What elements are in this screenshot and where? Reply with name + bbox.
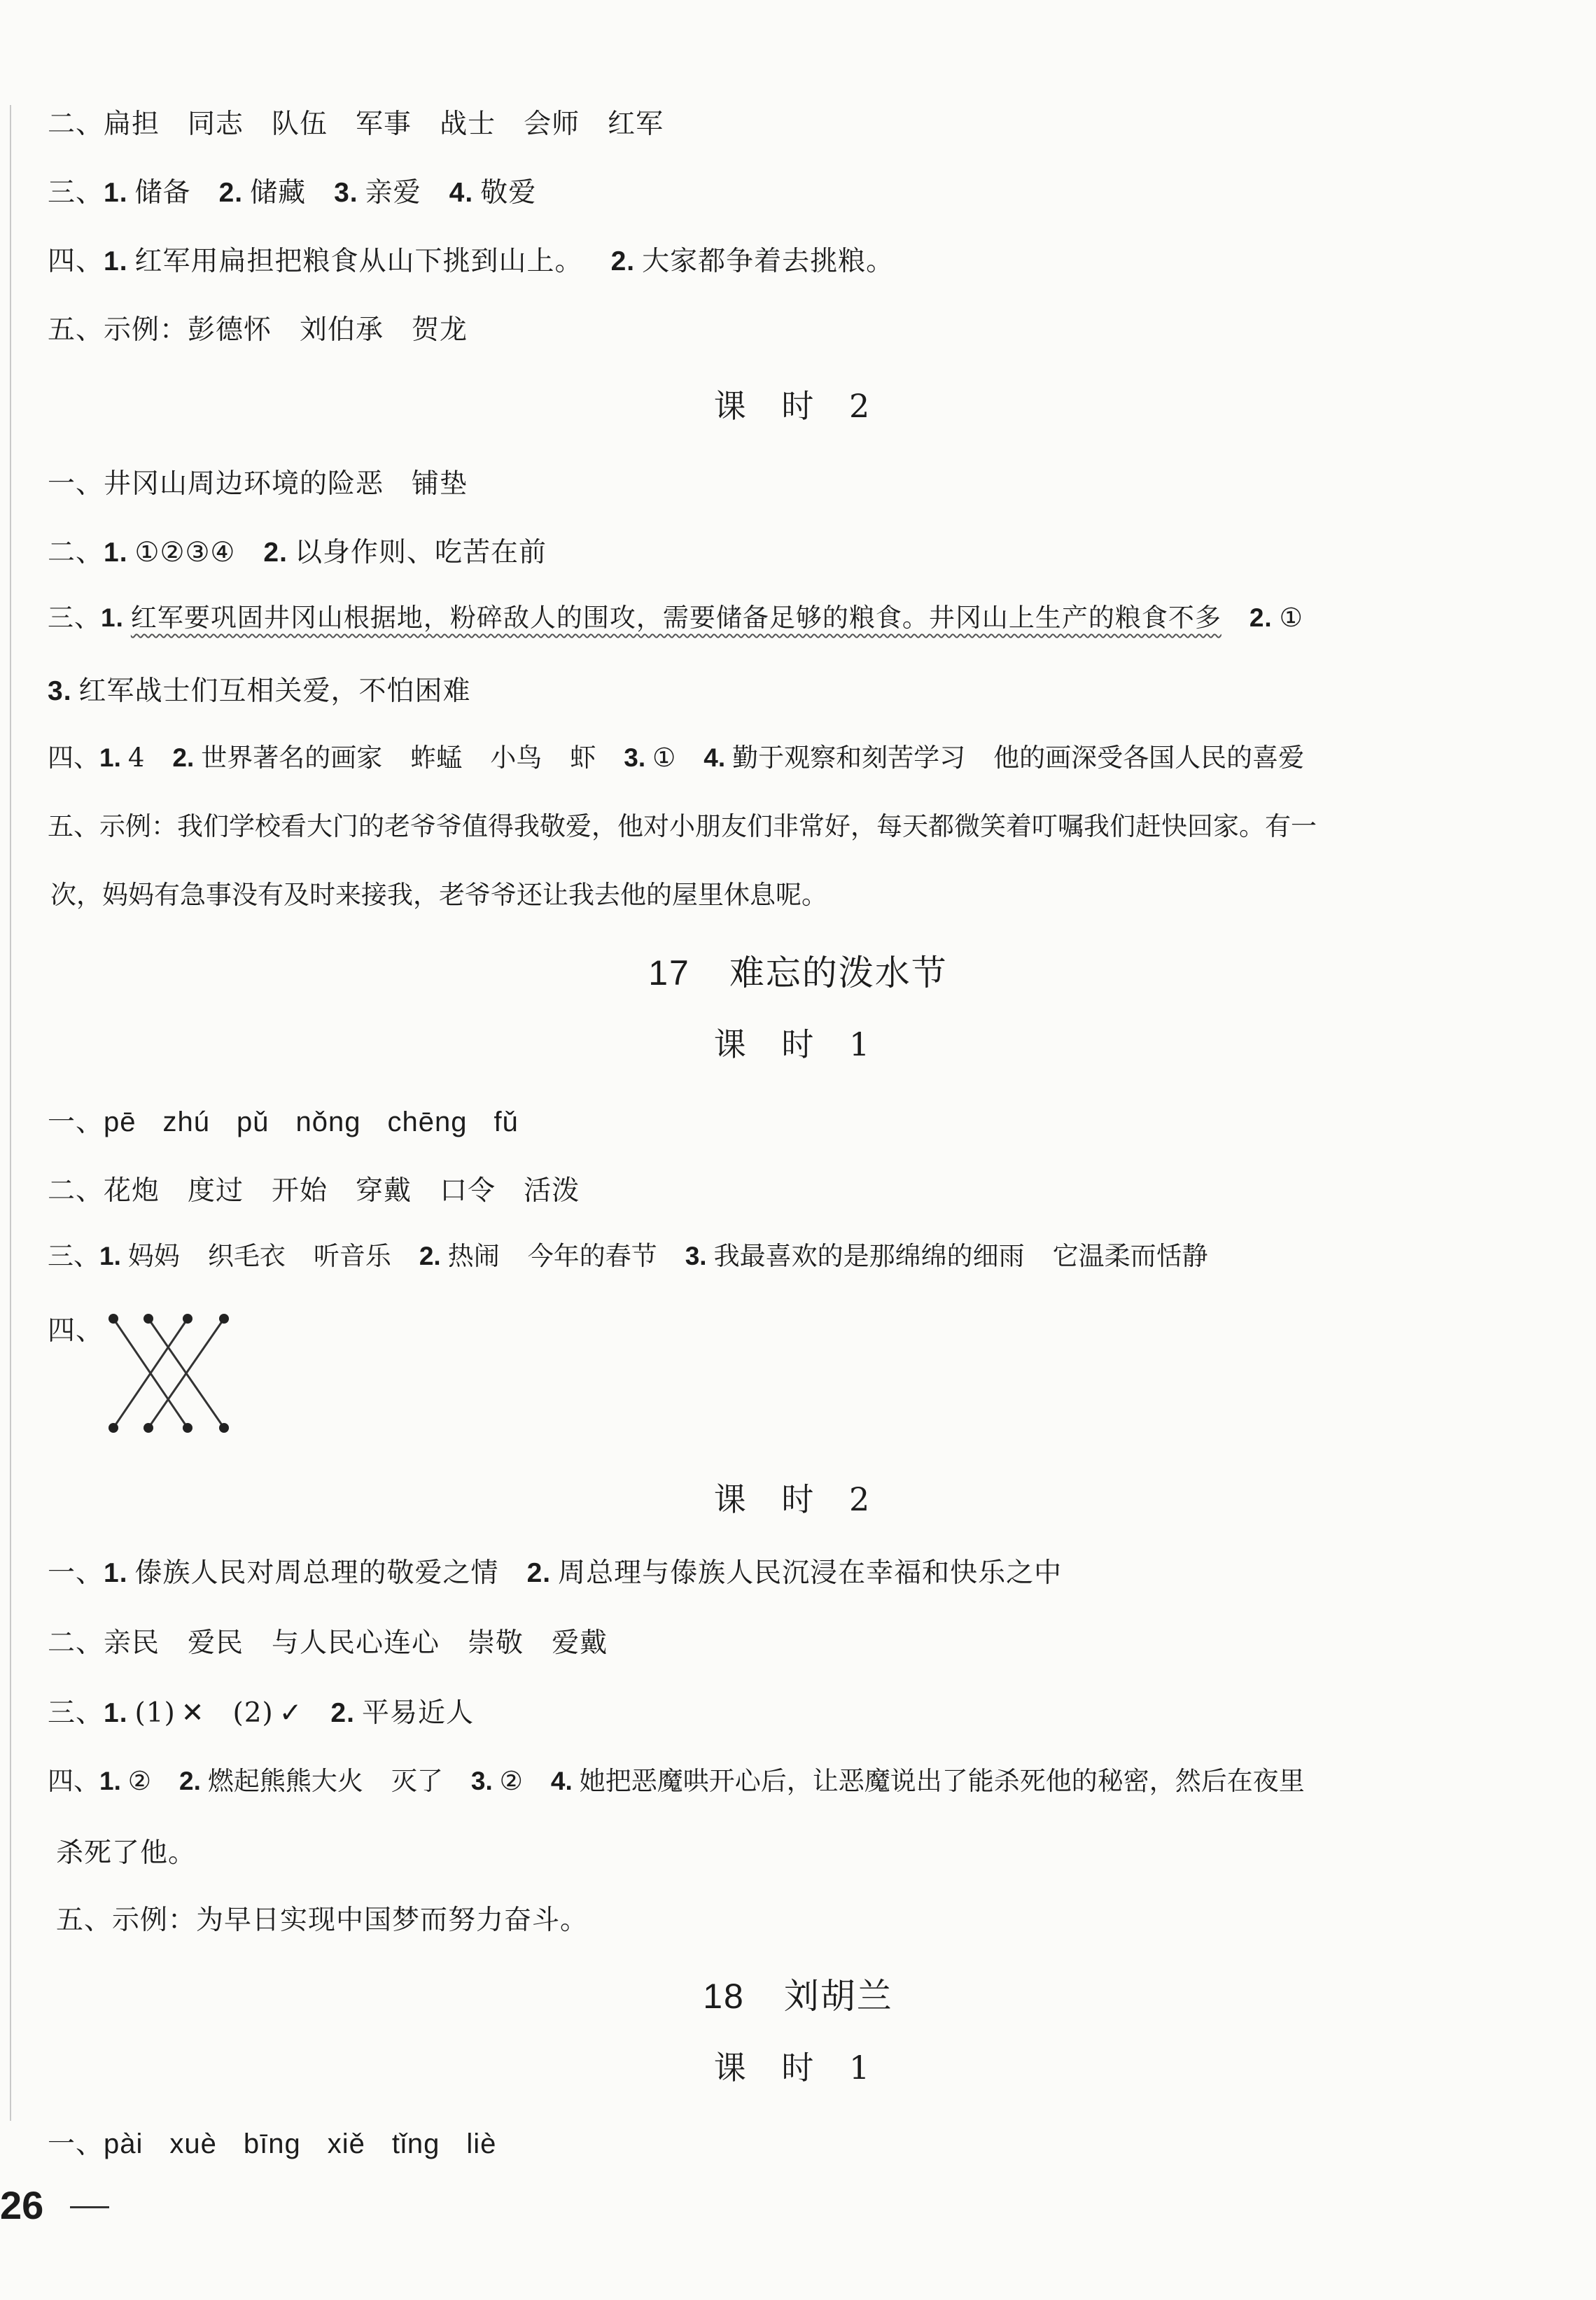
answer-text: 虾 bbox=[570, 743, 596, 773]
pinyin-text: xuè bbox=[169, 2129, 217, 2159]
answer-line-wu: 五、示例：我们学校看大门的老爷爷值得我敬爱，他对小朋友们非常好，每天都微笑着叮嘱我们赶快回家。有一 bbox=[48, 811, 1317, 841]
pinyin-text: nǒng bbox=[295, 1107, 361, 1137]
underlined-answer: 红军要巩固井冈山根据地，粉碎敌人的围攻，需要储备足够的粮食。井冈山上生产的粮食不多 bbox=[130, 603, 1222, 633]
answer-line-si bbox=[48, 1760, 1305, 1797]
item-number: 4. bbox=[550, 1767, 573, 1795]
item-number: 3. bbox=[624, 743, 646, 772]
answer-line-continued: 次，妈妈有急事没有及时来接我，老爷爷还让我去他的屋里休息呢。 bbox=[50, 880, 827, 910]
item-number: 1. bbox=[99, 1767, 121, 1795]
item-number: 2. bbox=[179, 1767, 201, 1795]
section-label: 一、 bbox=[48, 1557, 104, 1589]
pinyin-text: pǔ bbox=[237, 1107, 270, 1137]
pinyin-text: zhú bbox=[162, 1107, 211, 1137]
lesson-name: 刘胡兰 bbox=[783, 1977, 893, 2016]
answer-line-yi bbox=[48, 1100, 519, 1140]
answer-text: 4 bbox=[127, 743, 145, 773]
answer-text: 他的画深受各国人民的喜爱 bbox=[993, 743, 1305, 773]
item-number: 3. bbox=[334, 178, 358, 208]
answer-line-er bbox=[48, 531, 547, 570]
answer-text: 二、花炮 bbox=[48, 1175, 160, 1207]
answer-text: 蚱蜢 bbox=[410, 743, 463, 773]
lesson-heading: 课 时 2 bbox=[713, 387, 883, 425]
answer-text: 我最喜欢的是那绵绵的细雨 bbox=[713, 1241, 1025, 1271]
match-dot bbox=[219, 1314, 229, 1324]
section-label: 一、 bbox=[48, 2129, 104, 2160]
section-label: 三、 bbox=[48, 177, 104, 209]
item-number: 1. bbox=[104, 1558, 128, 1588]
pinyin-text: liè bbox=[466, 2129, 497, 2159]
answer-text: 大家都争着去挑粮。 bbox=[642, 246, 895, 277]
answer-line-wu bbox=[48, 308, 468, 347]
match-dot bbox=[108, 1314, 118, 1324]
section-label: 四、 bbox=[48, 246, 104, 277]
match-dot bbox=[183, 1314, 192, 1324]
item-number: 2. bbox=[526, 1558, 552, 1588]
item-number: 1. bbox=[104, 246, 128, 276]
pinyin-text: pē bbox=[104, 1107, 136, 1137]
pinyin-answers bbox=[104, 1107, 519, 1137]
answer-text: 战士 bbox=[440, 108, 496, 140]
item-number: 3. bbox=[48, 676, 72, 706]
answer-text: 穿戴 bbox=[356, 1175, 412, 1207]
answer-text: 今年的春节 bbox=[527, 1241, 657, 1271]
item-number: 3. bbox=[685, 1242, 707, 1270]
section-label: 三、 bbox=[48, 1241, 99, 1271]
answer-line-san bbox=[48, 1235, 1208, 1272]
page-number: 26 bbox=[0, 2183, 44, 2227]
item-number: 2. bbox=[1249, 603, 1273, 632]
section-label: 一、 bbox=[48, 1107, 104, 1138]
item-number: 2. bbox=[172, 743, 195, 772]
item-number: 2. bbox=[610, 246, 636, 276]
match-dot bbox=[144, 1314, 153, 1324]
matching-lines-diagram bbox=[105, 1310, 238, 1436]
answer-text: 队伍 bbox=[272, 108, 328, 140]
answer-text: 与人民心连心 bbox=[272, 1627, 440, 1659]
answer-text: 听音乐 bbox=[313, 1241, 391, 1271]
item-number: 2. bbox=[218, 178, 244, 208]
match-dot bbox=[144, 1423, 153, 1433]
answer-text: 傣族人民对周总理的敬爱之情 bbox=[134, 1557, 499, 1589]
answer-text: 以身作则、吃苦在前 bbox=[294, 537, 547, 568]
pinyin-text: xiě bbox=[327, 2129, 365, 2159]
answer-text: 敬爱 bbox=[480, 177, 537, 209]
lesson-title bbox=[0, 945, 1596, 995]
check-mark: ✓ bbox=[279, 1697, 303, 1729]
answer-line-si: 四、 bbox=[48, 1315, 104, 1347]
answer-text: 五、示例：彭德怀 bbox=[48, 314, 272, 346]
section-label: 四、 bbox=[48, 743, 99, 773]
answer-text: 军事 bbox=[356, 108, 412, 140]
answer-text: 口令 bbox=[440, 1175, 496, 1207]
item-number: 1. bbox=[104, 178, 128, 208]
answer-line-yi bbox=[48, 462, 468, 501]
answer-text: 小鸟 bbox=[490, 743, 542, 773]
answer-text: 会师 bbox=[524, 108, 580, 140]
answer-text: 亲爱 bbox=[365, 177, 421, 209]
answer-line-san bbox=[48, 171, 536, 210]
answer-text: 周总理与傣族人民沉浸在幸福和快乐之中 bbox=[558, 1557, 1063, 1589]
pinyin-text: fǔ bbox=[493, 1107, 519, 1137]
lesson-heading: 课 时 1 bbox=[713, 2049, 883, 2087]
answer-text: 燃起熊熊大火 bbox=[207, 1766, 363, 1796]
pinyin-text: pài bbox=[104, 2129, 144, 2159]
answer-line-wu: 五、示例：为早日实现中国梦而努力奋斗。 bbox=[56, 1905, 589, 1936]
item-number: 1. bbox=[99, 743, 121, 772]
answer-text: 灭了 bbox=[391, 1766, 443, 1796]
item-number: 1. bbox=[104, 1698, 128, 1728]
answer-text: 二、扁担 bbox=[48, 108, 160, 140]
item-number: 2. bbox=[419, 1242, 441, 1270]
answer-text: 同志 bbox=[188, 108, 244, 140]
answer-text: 铺垫 bbox=[412, 468, 468, 500]
answer-text: 勤于观察和刻苦学习 bbox=[732, 743, 966, 773]
answer-line-er bbox=[48, 1169, 580, 1208]
section-label: 三、 bbox=[48, 603, 101, 633]
answer-text: 世界著名的画家 bbox=[201, 743, 383, 773]
answer-text: ① bbox=[1279, 603, 1303, 633]
answer-line-si bbox=[48, 239, 894, 279]
section-label: 三、 bbox=[48, 1697, 104, 1729]
match-dot bbox=[219, 1423, 229, 1433]
item-number: 1. bbox=[104, 538, 128, 568]
answer-text: 织毛衣 bbox=[207, 1241, 286, 1271]
answer-text: 红军战士们互相关爱，不怕困难 bbox=[78, 675, 471, 707]
answer-text: 刘伯承 bbox=[300, 314, 384, 346]
lesson-number: 17 bbox=[648, 953, 690, 993]
answer-line-san bbox=[48, 1691, 474, 1730]
pinyin-text: tǐng bbox=[391, 2129, 440, 2159]
answer-text: (2) bbox=[232, 1697, 274, 1729]
answer-text: 二、亲民 bbox=[48, 1627, 160, 1659]
answer-line-continued bbox=[48, 669, 471, 708]
answer-text: 活泼 bbox=[524, 1175, 580, 1207]
item-number: 1. bbox=[99, 1242, 121, 1270]
answer-text: 红军用扁担把粮食从山下挑到山上。 bbox=[134, 246, 583, 277]
answer-line-si bbox=[48, 736, 1304, 774]
section-label: 二、 bbox=[48, 537, 104, 568]
lesson-number: 18 bbox=[703, 1977, 745, 2016]
answer-text: 贺龙 bbox=[412, 314, 468, 346]
lesson-title bbox=[0, 1968, 1596, 2019]
answer-line-san bbox=[48, 596, 1303, 634]
answer-text: 度过 bbox=[188, 1175, 244, 1207]
answer-text: (1) bbox=[134, 1697, 176, 1729]
page-number-rule bbox=[70, 2206, 109, 2208]
answer-text: 储备 bbox=[134, 177, 191, 209]
answer-text: 爱戴 bbox=[552, 1627, 608, 1659]
answer-line-er bbox=[48, 1621, 608, 1660]
answer-text: 一、井冈山周边环境的险恶 bbox=[48, 468, 384, 500]
answer-text: ① bbox=[652, 743, 676, 773]
item-number: 2. bbox=[263, 538, 288, 568]
pinyin-answers bbox=[104, 2129, 496, 2159]
match-dot bbox=[108, 1423, 118, 1433]
pinyin-text: chēng bbox=[387, 1107, 468, 1137]
cross-mark: ✕ bbox=[181, 1697, 205, 1729]
answer-text: 开始 bbox=[272, 1175, 328, 1207]
answer-text: 红军 bbox=[608, 108, 664, 140]
answer-text: 崇敬 bbox=[468, 1627, 524, 1659]
answer-text: 平易近人 bbox=[361, 1697, 474, 1729]
answer-text: 爱民 bbox=[188, 1627, 244, 1659]
answer-text: 储藏 bbox=[250, 177, 307, 209]
answer-text: 她把恶魔哄开心后，让恶魔说出了能杀死他的秘密，然后在夜里 bbox=[579, 1766, 1305, 1796]
item-number: 3. bbox=[470, 1767, 493, 1795]
lesson-heading: 课 时 1 bbox=[713, 1025, 883, 1063]
answer-line-continued: 杀死了他。 bbox=[56, 1837, 197, 1869]
pinyin-text: bīng bbox=[243, 2129, 301, 2159]
answer-text: ② bbox=[127, 1766, 152, 1796]
item-number: 4. bbox=[704, 743, 726, 772]
lesson-name: 难忘的泼水节 bbox=[729, 953, 948, 993]
answer-text: ② bbox=[499, 1766, 523, 1796]
answer-line-yi bbox=[48, 1551, 1062, 1590]
item-number: 4. bbox=[449, 178, 474, 208]
answer-text: ①②③④ bbox=[134, 537, 236, 568]
answer-text: 它温柔而恬静 bbox=[1052, 1241, 1208, 1271]
answer-text: 热闹 bbox=[447, 1241, 500, 1271]
lesson-heading: 课 时 2 bbox=[713, 1480, 883, 1518]
answer-text: 妈妈 bbox=[127, 1241, 180, 1271]
answer-line-er bbox=[48, 102, 664, 141]
item-number: 1. bbox=[101, 603, 124, 632]
section-label: 四、 bbox=[48, 1766, 99, 1796]
match-dot bbox=[183, 1423, 192, 1433]
answer-line-yi bbox=[48, 2122, 496, 2161]
item-number: 2. bbox=[330, 1698, 355, 1728]
